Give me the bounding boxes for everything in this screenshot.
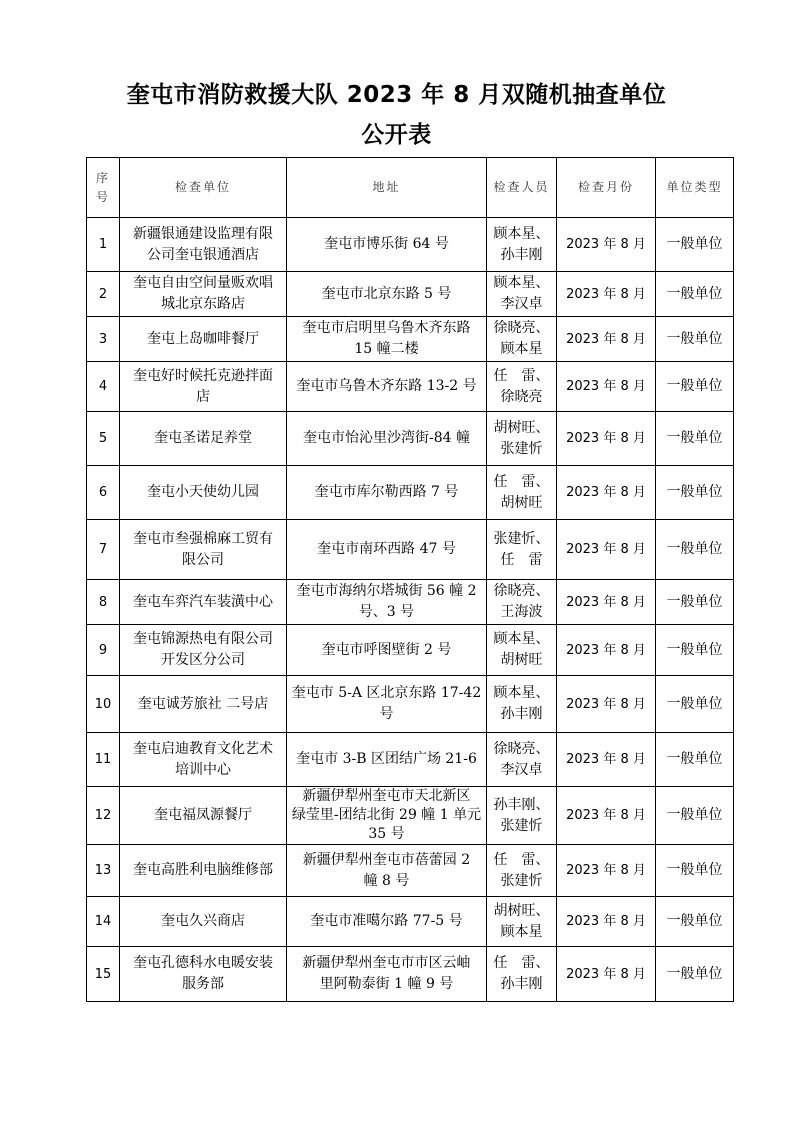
cell-address <box>287 787 487 845</box>
table-row <box>87 625 734 676</box>
cell-serial-number: 8 <box>87 580 120 625</box>
cell-address-line: 奎屯市呼图壁街 2 号 <box>321 641 452 658</box>
cell-inspectors-line: 任 雷、 <box>493 367 550 384</box>
cell-inspected-unit <box>120 362 287 412</box>
cell-inspected-unit-line: 服务部 <box>182 976 224 992</box>
cell-inspected-unit <box>120 845 287 897</box>
cell-inspection-month: 2023 年 8 月 <box>557 272 656 317</box>
cell-inspected-unit <box>120 947 287 1002</box>
table-row <box>87 218 734 272</box>
cell-inspectors-line: 胡树旺、 <box>493 419 550 436</box>
header-inspected-unit: 检查单位 <box>120 158 287 218</box>
cell-inspected-unit-line: 开发区分公司 <box>161 652 245 668</box>
cell-inspected-unit <box>120 272 287 317</box>
cell-inspectors-line: 孙丰刚 <box>500 976 543 992</box>
cell-address-line: 新疆伊犁州奎屯市蓓蕾园 2 <box>302 851 471 868</box>
cell-unit-type: 一般单位 <box>656 412 734 466</box>
cell-serial-number: 14 <box>87 897 120 947</box>
cell-address-line: 奎屯市启明里乌鲁木齐东路 <box>302 320 471 336</box>
cell-address-line: 里阿勒泰街 1 幢 9 号 <box>319 976 454 992</box>
cell-inspectors-line: 张建忻 <box>500 817 543 834</box>
cell-address <box>287 520 487 580</box>
cell-inspected-unit-line: 奎屯小天使幼儿园 <box>147 484 259 500</box>
cell-inspectors-line: 胡树旺、 <box>493 902 550 919</box>
title-line-1: 奎屯市消防救援大队 2023 年 8 月双随机抽查单位 <box>126 82 667 108</box>
cell-inspected-unit-line: 奎屯诚芳旅社 二号店 <box>137 695 269 712</box>
cell-inspectors-line: 张建忻 <box>500 872 543 889</box>
cell-inspected-unit <box>120 580 287 625</box>
cell-inspection-month: 2023 年 8 月 <box>557 733 656 787</box>
cell-serial-number: 11 <box>87 733 120 787</box>
cell-inspected-unit <box>120 733 287 787</box>
cell-inspection-month: 2023 年 8 月 <box>557 947 656 1002</box>
cell-unit-type: 一般单位 <box>656 317 734 362</box>
inspection-table <box>86 157 734 1002</box>
cell-inspectors-line: 孙丰刚 <box>500 706 543 722</box>
cell-serial-number: 4 <box>87 362 120 412</box>
cell-inspection-month: 2023 年 8 月 <box>557 845 656 897</box>
cell-inspected-unit-line: 奎屯福凤源餐厅 <box>154 807 252 823</box>
cell-unit-type: 一般单位 <box>656 897 734 947</box>
cell-inspectors-line: 顾本星、 <box>493 685 550 701</box>
cell-address-line: 奎屯市怡沁里沙湾街-84 幢 <box>303 430 470 446</box>
cell-unit-type: 一般单位 <box>656 580 734 625</box>
header-inspectors: 检查人员 <box>487 158 557 218</box>
cell-inspection-month: 2023 年 8 月 <box>557 625 656 676</box>
header-inspection-month: 检查月份 <box>557 158 656 218</box>
cell-inspectors-line: 顾本星、 <box>493 631 550 647</box>
cell-inspectors <box>487 897 557 947</box>
cell-inspectors-line: 王海波 <box>500 604 543 620</box>
cell-inspected-unit-line: 奎屯好时候托克逊拌面 <box>133 367 273 384</box>
cell-inspection-month: 2023 年 8 月 <box>557 412 656 466</box>
cell-serial-number: 7 <box>87 520 120 580</box>
cell-address <box>287 317 487 362</box>
header-unit-type: 单位类型 <box>656 158 734 218</box>
cell-inspectors <box>487 466 557 520</box>
cell-inspection-month: 2023 年 8 月 <box>557 676 656 733</box>
cell-inspected-unit-line: 奎屯自由空间量贩欢唱 <box>133 275 273 291</box>
cell-inspected-unit <box>120 897 287 947</box>
cell-address <box>287 580 487 625</box>
cell-address <box>287 625 487 676</box>
table-row <box>87 272 734 317</box>
cell-unit-type: 一般单位 <box>656 362 734 412</box>
cell-address-line: 奎屯市准噶尔路 77-5 号 <box>310 913 463 929</box>
table-row <box>87 362 734 412</box>
cell-unit-type: 一般单位 <box>656 625 734 676</box>
cell-inspectors-line: 任 雷、 <box>493 851 550 868</box>
table-row <box>87 897 734 947</box>
cell-serial-number: 12 <box>87 787 120 845</box>
table-row <box>87 733 734 787</box>
cell-inspectors <box>487 733 557 787</box>
cell-address <box>287 845 487 897</box>
cell-address-line: 号 <box>379 706 394 722</box>
cell-inspectors <box>487 787 557 845</box>
cell-inspected-unit-line: 奎屯车弈汽车装潢中心 <box>133 593 273 610</box>
cell-address <box>287 897 487 947</box>
cell-address-line: 35 号 <box>368 826 405 842</box>
header-address: 地址 <box>287 158 487 218</box>
cell-unit-type: 一般单位 <box>656 218 734 272</box>
cell-address <box>287 412 487 466</box>
cell-address-line: 奎屯市库尔勒西路 7 号 <box>314 484 459 500</box>
cell-inspectors-line: 徐晓亮、 <box>493 740 550 757</box>
cell-serial-number: 13 <box>87 845 120 897</box>
cell-inspectors-line: 徐晓亮 <box>500 388 543 405</box>
cell-unit-type: 一般单位 <box>656 676 734 733</box>
cell-inspected-unit <box>120 466 287 520</box>
cell-inspectors-line: 胡树旺 <box>500 652 543 668</box>
cell-unit-type: 一般单位 <box>656 733 734 787</box>
table-row <box>87 466 734 520</box>
cell-inspected-unit <box>120 412 287 466</box>
table-row <box>87 317 734 362</box>
table-row <box>87 412 734 466</box>
cell-inspected-unit-line: 限公司 <box>182 551 224 568</box>
cell-address-line: 奎屯市 5-A 区北京东路 17-42 <box>291 685 482 701</box>
cell-address-line: 新疆伊犁州奎屯市天北新区 <box>302 788 471 804</box>
cell-address-line: 新疆伊犁州奎屯市市区云岫 <box>302 955 471 971</box>
cell-inspectors <box>487 676 557 733</box>
table-row <box>87 580 734 625</box>
cell-inspected-unit <box>120 218 287 272</box>
cell-address <box>287 272 487 317</box>
cell-inspected-unit <box>120 787 287 845</box>
cell-inspectors-line: 张建忻 <box>500 440 543 457</box>
cell-inspectors-line: 李汉卓 <box>500 296 543 312</box>
cell-inspectors-line: 顾本星 <box>500 923 543 940</box>
cell-address-line: 奎屯市 3-B 区团结广场 21-6 <box>296 751 477 767</box>
cell-inspected-unit-line: 奎屯上岛咖啡餐厅 <box>147 330 259 347</box>
cell-inspected-unit-line: 奎屯高胜利电脑维修部 <box>133 862 273 878</box>
cell-inspectors-line: 张建忻、 <box>493 530 550 547</box>
cell-address-line: 奎屯市海纳尔塔城街 56 幢 2 <box>296 583 477 599</box>
cell-inspected-unit-line: 店 <box>196 388 210 405</box>
cell-inspected-unit <box>120 676 287 733</box>
cell-inspectors-line: 徐晓亮、 <box>493 320 550 336</box>
cell-address <box>287 676 487 733</box>
cell-inspection-month: 2023 年 8 月 <box>557 520 656 580</box>
cell-address-line: 绿莹里-团结北街 29 幢 1 单元 <box>291 807 482 823</box>
cell-unit-type: 一般单位 <box>656 466 734 520</box>
cell-inspectors-line: 徐晓亮、 <box>493 583 550 599</box>
cell-inspectors-line: 孙丰刚、 <box>493 796 550 813</box>
cell-unit-type: 一般单位 <box>656 520 734 580</box>
cell-unit-type: 一般单位 <box>656 272 734 317</box>
cell-address-line: 幢 8 号 <box>363 872 410 889</box>
cell-serial-number: 10 <box>87 676 120 733</box>
cell-inspected-unit-line: 奎屯孔德科水电暖安装 <box>133 955 273 971</box>
cell-inspectors-line: 顾本星、 <box>493 275 550 291</box>
cell-address <box>287 362 487 412</box>
cell-inspectors-line: 顾本星、 <box>493 225 550 242</box>
cell-inspectors <box>487 412 557 466</box>
cell-inspected-unit-line: 奎屯市叁强棉麻工贸有 <box>133 530 273 547</box>
table-body <box>87 218 734 1002</box>
cell-inspected-unit-line: 奎屯启迪教育文化艺术 <box>133 740 273 757</box>
cell-inspected-unit <box>120 520 287 580</box>
cell-inspectors <box>487 272 557 317</box>
title-line-2: 公开表 <box>361 122 432 148</box>
header-serial-number: 序号 <box>87 158 120 218</box>
cell-address-line: 奎屯市乌鲁木齐东路 13-2 号 <box>296 378 477 394</box>
cell-serial-number: 2 <box>87 272 120 317</box>
cell-inspected-unit-line: 奎屯久兴商店 <box>161 913 245 929</box>
cell-inspectors <box>487 845 557 897</box>
table-row <box>87 676 734 733</box>
cell-inspection-month: 2023 年 8 月 <box>557 580 656 625</box>
cell-inspected-unit-line: 新疆银通建设监理有限 <box>133 225 273 242</box>
cell-serial-number: 6 <box>87 466 120 520</box>
cell-inspection-month: 2023 年 8 月 <box>557 897 656 947</box>
cell-inspection-month: 2023 年 8 月 <box>557 787 656 845</box>
cell-inspectors <box>487 580 557 625</box>
cell-inspectors <box>487 362 557 412</box>
cell-inspectors <box>487 947 557 1002</box>
cell-serial-number: 9 <box>87 625 120 676</box>
cell-inspected-unit <box>120 317 287 362</box>
table-row <box>87 845 734 897</box>
table-row <box>87 787 734 845</box>
cell-address <box>287 947 487 1002</box>
cell-address-line: 奎屯市南环西路 47 号 <box>317 541 456 557</box>
cell-inspection-month: 2023 年 8 月 <box>557 317 656 362</box>
cell-inspectors-line: 顾本星 <box>500 341 543 357</box>
cell-inspectors-line: 任 雷、 <box>493 473 550 490</box>
cell-address <box>287 733 487 787</box>
cell-address <box>287 218 487 272</box>
cell-address <box>287 466 487 520</box>
cell-address-line: 奎屯市北京东路 5 号 <box>321 285 452 302</box>
cell-inspectors-line: 任 雷、 <box>493 955 550 971</box>
document-title <box>0 75 793 155</box>
cell-inspectors <box>487 520 557 580</box>
cell-serial-number: 15 <box>87 947 120 1002</box>
cell-inspectors-line: 李汉卓 <box>500 761 543 778</box>
cell-unit-type: 一般单位 <box>656 787 734 845</box>
cell-serial-number: 5 <box>87 412 120 466</box>
cell-inspection-month: 2023 年 8 月 <box>557 218 656 272</box>
table-row <box>87 947 734 1002</box>
cell-inspection-month: 2023 年 8 月 <box>557 362 656 412</box>
cell-address-line: 奎屯市博乐街 64 号 <box>324 236 449 252</box>
cell-inspected-unit <box>120 625 287 676</box>
cell-serial-number: 1 <box>87 218 120 272</box>
cell-inspectors <box>487 317 557 362</box>
cell-inspected-unit-line: 城北京东路店 <box>161 296 245 312</box>
cell-inspectors-line: 孙丰刚 <box>500 246 543 263</box>
cell-inspected-unit-line: 培训中心 <box>175 761 231 778</box>
table-header-row <box>87 158 734 218</box>
cell-inspected-unit-line: 奎屯锦源热电有限公司 <box>133 631 273 647</box>
cell-unit-type: 一般单位 <box>656 947 734 1002</box>
cell-serial-number: 3 <box>87 317 120 362</box>
cell-inspectors-line: 任 雷 <box>500 551 543 568</box>
cell-address-line: 号、3 号 <box>358 604 415 620</box>
cell-inspectors <box>487 625 557 676</box>
table-row <box>87 520 734 580</box>
cell-inspectors-line: 胡树旺 <box>500 494 543 511</box>
cell-unit-type: 一般单位 <box>656 845 734 897</box>
cell-inspection-month: 2023 年 8 月 <box>557 466 656 520</box>
cell-address-line: 15 幢二楼 <box>354 341 419 357</box>
cell-inspectors <box>487 218 557 272</box>
cell-inspected-unit-line: 公司奎屯银通酒店 <box>147 246 259 263</box>
cell-inspected-unit-line: 奎屯圣诺足养堂 <box>154 430 252 446</box>
